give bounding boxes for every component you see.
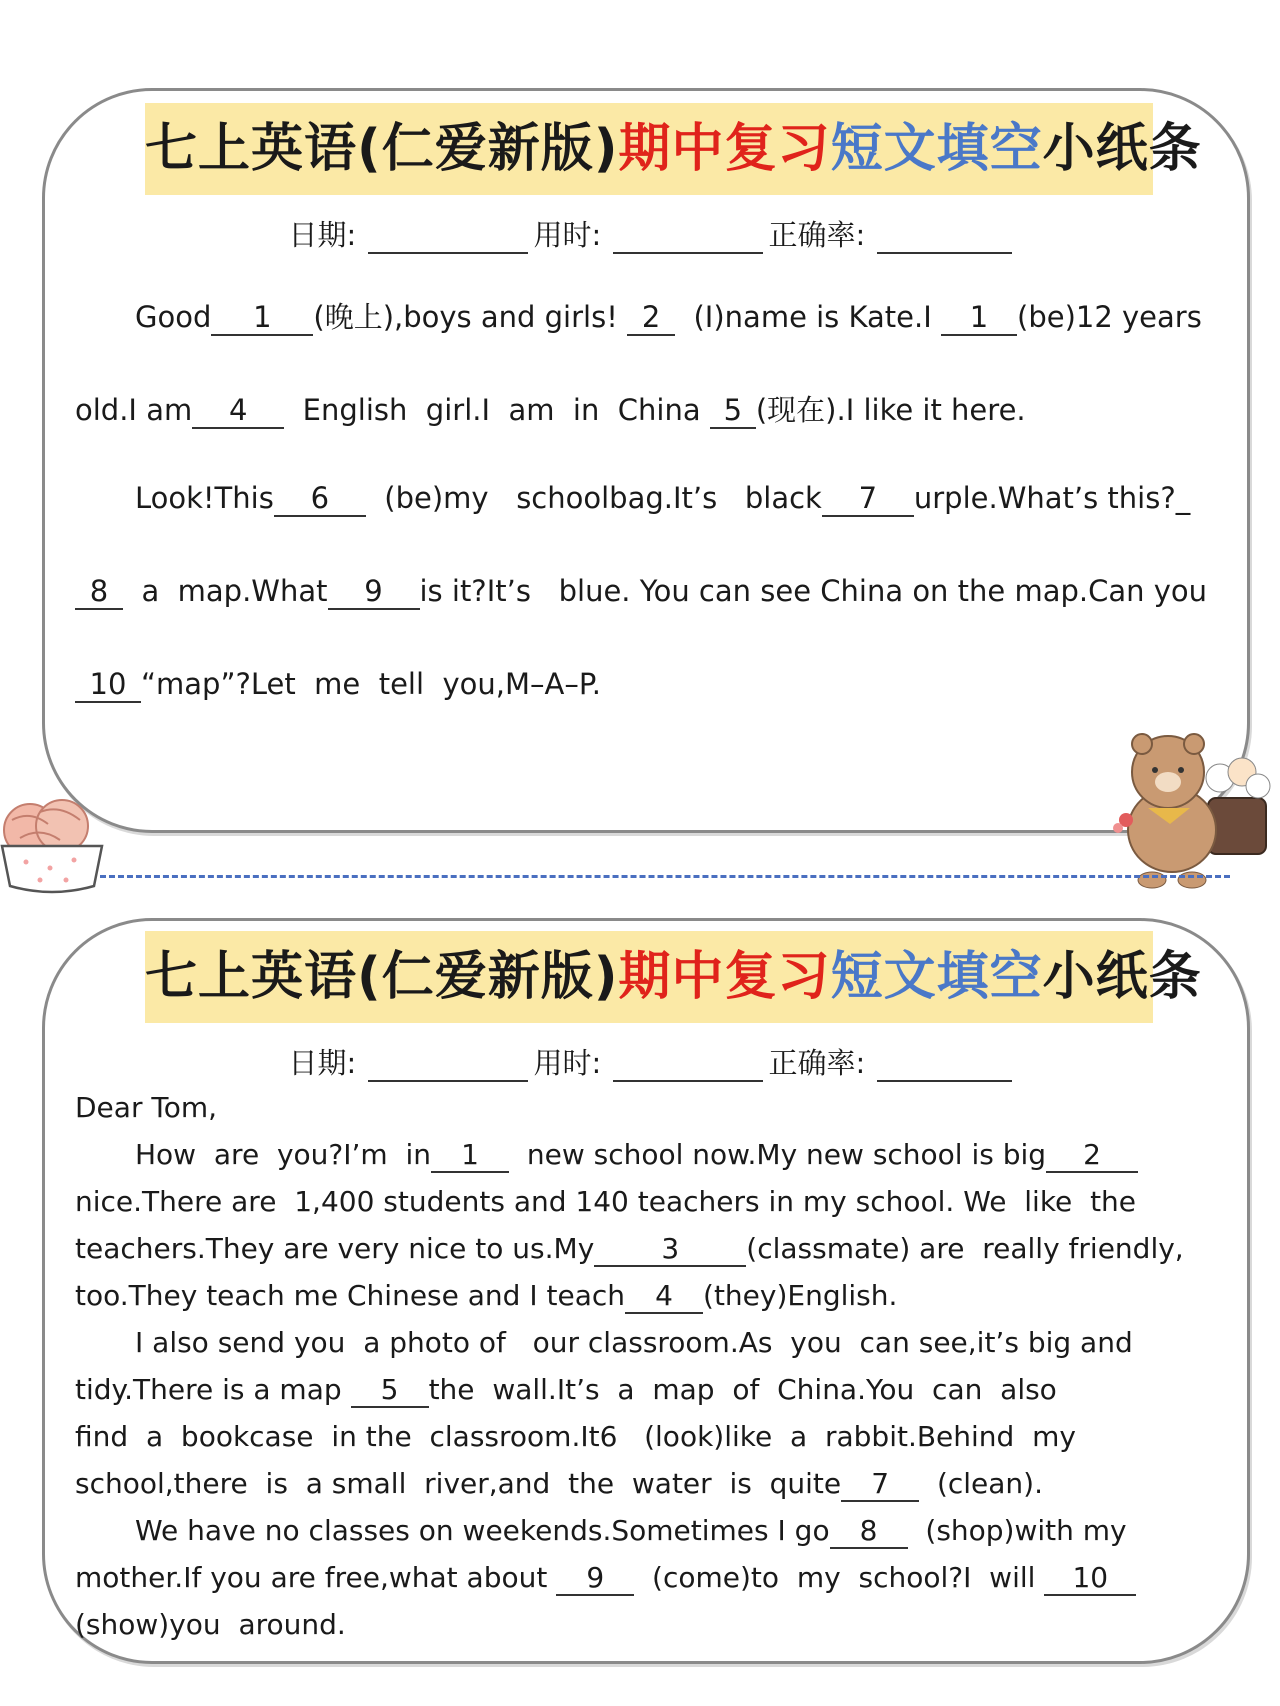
text: “map”?Let me tell you,M–A–P. bbox=[141, 667, 602, 701]
passage-line bbox=[75, 1373, 1225, 1408]
date-field[interactable] bbox=[368, 224, 528, 254]
title-part-red: 期中复习 bbox=[618, 119, 831, 179]
blank-4[interactable]: 4 bbox=[625, 1281, 703, 1314]
passage-line bbox=[75, 295, 1225, 336]
passage-line bbox=[75, 1138, 1225, 1173]
blank-5[interactable]: 5 bbox=[710, 395, 756, 429]
title-part-blue: 短文填空 bbox=[830, 119, 1043, 179]
title-part-blue: 短文填空 bbox=[830, 947, 1043, 1007]
time-field[interactable] bbox=[613, 224, 763, 254]
blank-8[interactable]: 8 bbox=[75, 576, 123, 610]
blank-10[interactable]: 10 bbox=[1044, 1563, 1136, 1596]
text: (be)12 years bbox=[1017, 300, 1202, 334]
info-row bbox=[45, 1041, 1253, 1082]
accuracy-field[interactable] bbox=[877, 1052, 1012, 1082]
text: tidy.There is a map bbox=[75, 1373, 342, 1406]
text: (现在).I like it here. bbox=[755, 393, 1026, 427]
worksheet-card-1 bbox=[42, 88, 1250, 833]
worksheet-title bbox=[145, 931, 1202, 1023]
passage-line bbox=[75, 574, 1225, 610]
text: (they)English. bbox=[703, 1279, 898, 1312]
worksheet-title bbox=[145, 103, 1202, 195]
text: I also send you a photo of our classroom.As you can see,it’s big and bbox=[135, 1326, 1133, 1359]
passage-line bbox=[75, 1514, 1225, 1549]
text: mother.If you are free,what about bbox=[75, 1561, 548, 1594]
text: teachers.They are very nice to us.My bbox=[75, 1232, 595, 1265]
blank-5[interactable]: 5 bbox=[351, 1375, 429, 1408]
blank-2[interactable]: 2 bbox=[1046, 1140, 1138, 1173]
yarn-bowl-icon bbox=[0, 790, 110, 904]
text: old.I am bbox=[75, 393, 193, 427]
passage-line bbox=[75, 388, 1225, 429]
text: too.They teach me Chinese and I teach bbox=[75, 1279, 626, 1312]
text: (classmate) are really friendly, bbox=[746, 1232, 1184, 1265]
passage-line bbox=[75, 1232, 1225, 1267]
text: (come)to my school?I will bbox=[652, 1561, 1036, 1594]
text: a map.What bbox=[141, 574, 328, 608]
blank-3[interactable]: 1 bbox=[941, 302, 1017, 336]
title-part-end: 小纸条 bbox=[1042, 947, 1202, 1007]
passage-line bbox=[75, 1467, 1225, 1502]
blank-4[interactable]: 4 bbox=[192, 395, 284, 429]
text: (be)my schoolbag.It’s black bbox=[384, 481, 822, 515]
text: How are you?I’m in bbox=[135, 1138, 432, 1171]
date-field[interactable] bbox=[368, 1052, 528, 1082]
title-part-black: 七上英语(仁爱新版) bbox=[145, 119, 619, 179]
time-label: 用时: bbox=[533, 1046, 602, 1080]
blank-1[interactable]: 1 bbox=[211, 302, 313, 336]
title-part-end: 小纸条 bbox=[1042, 119, 1202, 179]
passage-line: find a bookcase in the classroom.It6 (look)like a rabbit.Behind my bbox=[75, 1420, 1076, 1453]
text: We have no classes on weekends.Sometimes I go bbox=[135, 1514, 830, 1547]
text: school,there is a small river,and the water is quite bbox=[75, 1467, 842, 1500]
text: urple.What’s this?_ bbox=[913, 481, 1191, 515]
passage-line bbox=[75, 481, 1225, 517]
passage-line: (show)you around. bbox=[75, 1608, 346, 1641]
text: (shop)with my bbox=[925, 1514, 1127, 1547]
letter-greeting: Dear Tom, bbox=[75, 1091, 218, 1124]
text: English girl.I am in China bbox=[302, 393, 701, 427]
accuracy-label: 正确率: bbox=[768, 218, 866, 252]
blank-8[interactable]: 8 bbox=[830, 1516, 908, 1549]
passage-line bbox=[75, 667, 1225, 703]
dashed-divider bbox=[100, 875, 1230, 878]
blank-10[interactable]: 10 bbox=[75, 669, 141, 703]
blank-7[interactable]: 7 bbox=[822, 483, 914, 517]
text: is it?It’s blue. You can see China on the map.Can you bbox=[419, 574, 1208, 608]
date-label: 日期: bbox=[288, 1046, 357, 1080]
date-label: 日期: bbox=[288, 218, 357, 252]
text: new school now.My new school is big bbox=[526, 1138, 1047, 1171]
blank-9[interactable]: 9 bbox=[328, 576, 420, 610]
text: Look!This bbox=[135, 481, 274, 515]
text: the wall.It’s a map of China.You can also bbox=[428, 1373, 1057, 1406]
title-part-red: 期中复习 bbox=[618, 947, 831, 1007]
passage-line: nice.There are 1,400 students and 140 teachers in my school. We like the bbox=[75, 1185, 1137, 1218]
blank-3[interactable]: 3 bbox=[594, 1234, 746, 1267]
time-field[interactable] bbox=[613, 1052, 763, 1082]
text: (I)name is Kate.I bbox=[693, 300, 932, 334]
passage-line bbox=[75, 1279, 1225, 1314]
blank-6[interactable]: 6 bbox=[274, 483, 366, 517]
title-part-black: 七上英语(仁爱新版) bbox=[145, 947, 619, 1007]
accuracy-field[interactable] bbox=[877, 224, 1012, 254]
blank-7[interactable]: 7 bbox=[841, 1469, 919, 1502]
passage-line bbox=[75, 1561, 1225, 1596]
accuracy-label: 正确率: bbox=[768, 1046, 866, 1080]
text: (clean). bbox=[936, 1467, 1044, 1500]
passage-line bbox=[75, 1326, 1225, 1359]
time-label: 用时: bbox=[533, 218, 602, 252]
blank-1[interactable]: 1 bbox=[431, 1140, 509, 1173]
worksheet-card-2 bbox=[42, 918, 1250, 1664]
info-row bbox=[45, 213, 1253, 254]
text: (晚上),boys and girls! bbox=[313, 300, 618, 334]
blank-9[interactable]: 9 bbox=[556, 1563, 634, 1596]
blank-2[interactable]: 2 bbox=[627, 302, 675, 336]
text: Good bbox=[135, 300, 212, 334]
